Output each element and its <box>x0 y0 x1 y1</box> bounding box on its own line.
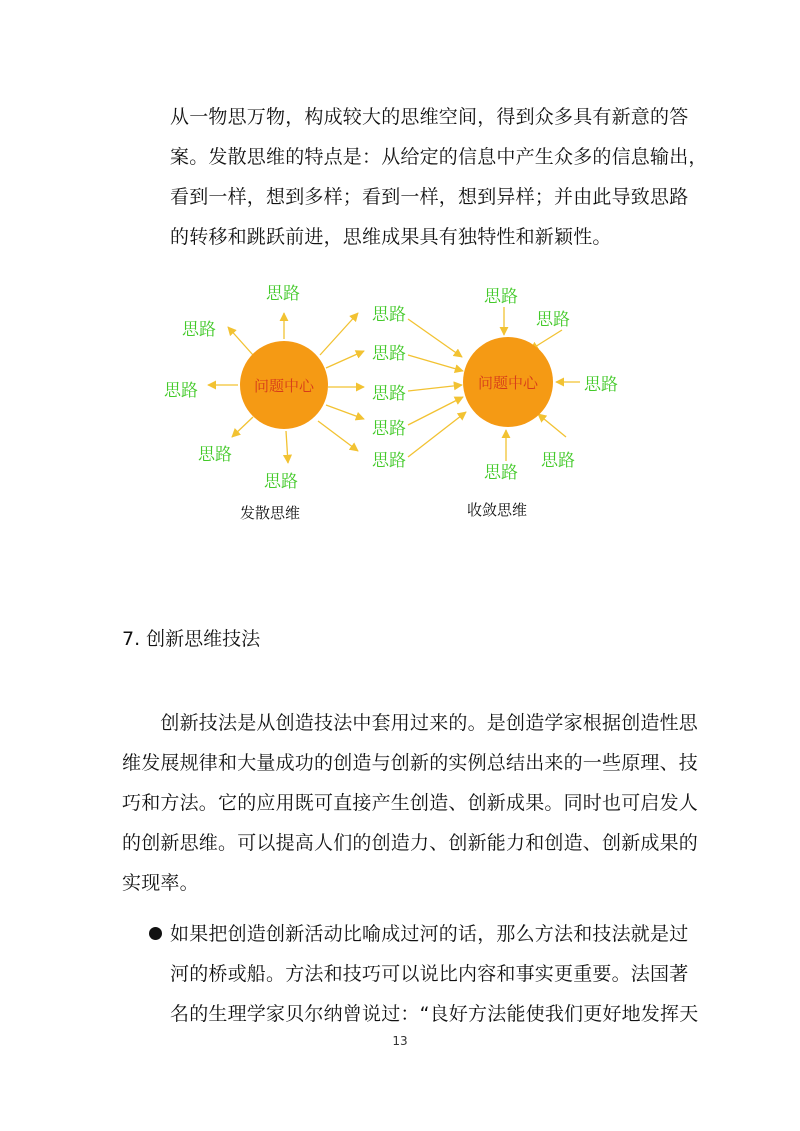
arrow <box>228 327 253 355</box>
arrow <box>408 355 463 371</box>
thinking-diagram <box>150 275 650 525</box>
text-line: 看到一样，想到多样；看到一样，想到异样；并由此导致思路 <box>170 186 689 208</box>
arrow <box>320 313 358 355</box>
path-label: 思路 <box>164 381 198 401</box>
path-label: 思路 <box>536 310 570 330</box>
arrow <box>408 412 466 457</box>
text-line: 巧和方法。它的应用既可直接产生创造、创新成果。同时也可启发人 <box>122 792 699 814</box>
arrow <box>326 405 364 419</box>
page-number: 13 <box>392 1034 408 1048</box>
path-label: 思路 <box>484 287 518 307</box>
bullet-paragraph <box>170 914 699 1034</box>
arrow <box>538 414 566 437</box>
text-line: 的创新思维。可以提高人们的创造力、创新能力和创造、创新成果的 <box>122 832 699 854</box>
text-line: 河的桥或船。方法和技巧可以说比内容和事实更重要。法国著 <box>170 963 689 985</box>
convergent-center-label: 问题中心 <box>477 374 539 392</box>
path-label: 思路 <box>541 451 575 471</box>
text-line: 实现率。 <box>122 872 199 894</box>
arrow <box>408 319 462 357</box>
arrow <box>286 431 288 463</box>
text-line: 维发展规律和大量成功的创造与创新的实例总结出来的一些原理、技 <box>122 752 699 774</box>
divergent-caption: 发散思维 <box>239 504 301 522</box>
section-title: 7. 创新思维技法 <box>122 628 261 650</box>
path-label: 思路 <box>198 445 232 465</box>
path-label: 思路 <box>584 375 618 395</box>
text-line: 如果把创造创新活动比喻成过河的话，那么方法和技法就是过 <box>170 923 689 945</box>
body-paragraph <box>122 703 699 903</box>
path-label: 思路 <box>182 320 216 340</box>
arrow <box>318 421 358 451</box>
path-label: 思路 <box>372 419 406 439</box>
text-line: 名的生理学家贝尔纳曾说过：“良好方法能使我们更好地发挥天 <box>170 1003 699 1025</box>
arrow <box>326 351 364 368</box>
text-line: 从一物思万物，构成较大的思维空间，得到众多具有新意的答 <box>170 106 689 128</box>
divergent-center-label: 问题中心 <box>253 377 315 395</box>
text-line: 案。发散思维的特点是：从给定的信息中产生众多的信息输出， <box>170 146 708 168</box>
text-line: 的转移和跳跃前进，思维成果具有独特性和新颖性。 <box>170 226 612 248</box>
path-label: 思路 <box>372 344 406 364</box>
arrow <box>232 417 253 437</box>
path-label: 思路 <box>266 284 300 304</box>
path-label: 思路 <box>372 451 406 471</box>
bullet-dot <box>149 927 162 940</box>
path-label: 思路 <box>264 472 298 492</box>
path-label: 思路 <box>372 384 406 404</box>
text-line: 创新技法是从创造技法中套用过来的。是创造学家根据创造性思 <box>122 712 699 734</box>
convergent-caption: 收敛思维 <box>466 501 528 519</box>
intro-paragraph <box>170 97 708 257</box>
path-label: 思路 <box>372 305 406 325</box>
arrow <box>408 385 462 391</box>
path-label: 思路 <box>484 463 518 483</box>
